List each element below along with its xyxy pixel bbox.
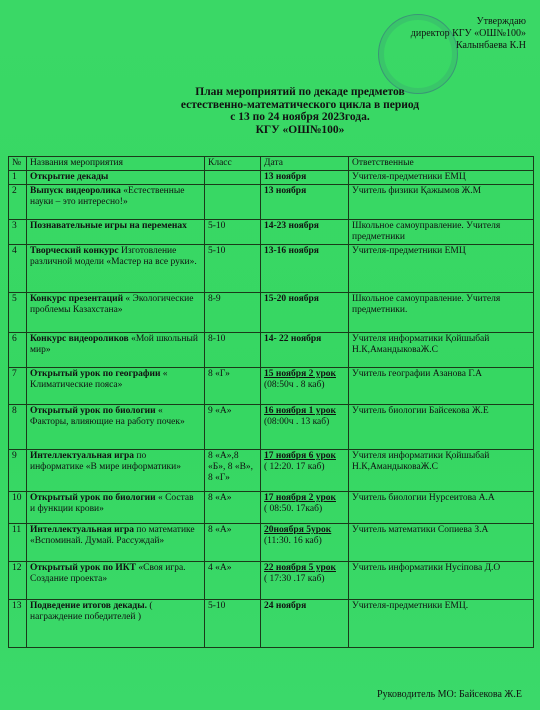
event-name-bold: Конкурс презентаций [30, 294, 124, 304]
row-class: 8 «А» [205, 492, 261, 524]
date-main: 13-16 ноября [264, 246, 319, 256]
event-name-bold: Открытый урок по биологии [30, 406, 156, 416]
table-row [9, 171, 534, 185]
row-class: 5-10 [205, 600, 261, 648]
row-event-name [27, 185, 205, 220]
event-name-bold: Открытый урок по биологии [30, 493, 156, 503]
event-name-detail: « Факторы, влияющие на работу почек» [30, 406, 185, 427]
date-detail: (11:30. 16 каб) [264, 536, 322, 546]
row-class: 4 «А» [205, 562, 261, 600]
row-class: 8-10 [205, 333, 261, 368]
event-name-bold: Познавательные игры на переменах [30, 221, 187, 231]
date-main: 16 ноября 1 урок [264, 406, 336, 416]
row-class: 8 «А» [205, 524, 261, 562]
approval-line-3: Калынбаева К.Н [455, 40, 526, 51]
row-responsible: Учителя-предметники ЕМЦ [349, 245, 534, 293]
row-event-name [27, 450, 205, 492]
date-detail: ( 17:30 .17 каб) [264, 574, 325, 584]
event-name-bold: Интеллектуальная игра [30, 451, 135, 461]
table-row [9, 405, 534, 450]
row-number: 4 [9, 245, 27, 293]
row-date [261, 492, 349, 524]
event-name-detail: ( награждение победителей ) [30, 601, 153, 622]
event-name-detail: «Естественные науки – это интересно!» [30, 186, 185, 207]
date-detail: (08:50ч . 8 каб) [264, 380, 325, 390]
row-responsible: Учитель географии Азанова Г.А [349, 368, 534, 405]
row-date [261, 245, 349, 293]
title-line-3: с 13 по 24 ноября 2023года. [230, 111, 370, 123]
date-detail: ( 08:50. 17каб) [264, 504, 323, 514]
event-name-bold: Подведение итогов декады. [30, 601, 148, 611]
table-row [9, 245, 534, 293]
row-responsible: Учитель физики Қажымов Ж.М [349, 185, 534, 220]
header-event-name: Названия мероприятия [27, 157, 205, 171]
event-name-bold: Творческий конкурс [30, 246, 119, 256]
header-date: Дата [261, 157, 349, 171]
row-number: 13 [9, 600, 27, 648]
row-number: 2 [9, 185, 27, 220]
row-number: 11 [9, 524, 27, 562]
table-row [9, 600, 534, 648]
date-main: 13 ноября [264, 172, 307, 182]
row-responsible: Школьное самоуправление. Учителя предметники. [349, 293, 534, 333]
event-name-detail: «Мой школьный мир» [30, 334, 198, 355]
row-class: 8 «А»,8 «Б», 8 «В», 8 «Г» [205, 450, 261, 492]
row-class: 8 «Г» [205, 368, 261, 405]
row-event-name [27, 562, 205, 600]
table-row [9, 368, 534, 405]
table-row [9, 293, 534, 333]
row-class: 5-10 [205, 245, 261, 293]
row-responsible: Учителя информатики Қойшыбай Н.К,АмандыковаЖ.С [349, 333, 534, 368]
row-event-name [27, 171, 205, 185]
row-responsible: Учителя информатики Қойшыбай Н.К,АмандыковаЖ.С [349, 450, 534, 492]
date-main: 14- 22 ноября [264, 334, 322, 344]
date-detail: ( 12:20. 17 каб) [264, 462, 325, 472]
document-title [150, 86, 450, 136]
date-main: 14-23 ноября [264, 221, 319, 231]
row-event-name [27, 524, 205, 562]
title-line-4: КГУ «ОШ№100» [255, 123, 345, 136]
row-number: 12 [9, 562, 27, 600]
event-name-bold: Открытый урок по ИКТ [30, 563, 137, 573]
date-main: 15 ноября 2 урок [264, 369, 336, 379]
row-responsible: Учитель информатики Нусіпова Д.О [349, 562, 534, 600]
event-name-bold: Интеллектуальная игра [30, 525, 135, 535]
row-responsible: Учитель биологии Нурсеитова А.А [349, 492, 534, 524]
event-name-bold: Открытый урок по географии [30, 369, 161, 379]
table-header-row [9, 157, 534, 171]
event-name-bold: Выпуск видеоролика [30, 186, 121, 196]
date-detail: (08:00ч . 13 каб) [264, 417, 330, 427]
row-event-name [27, 333, 205, 368]
row-event-name [27, 405, 205, 450]
row-class: 8-9 [205, 293, 261, 333]
row-class [205, 171, 261, 185]
row-date [261, 171, 349, 185]
row-date [261, 293, 349, 333]
event-name-bold: Конкурс видеороликов [30, 334, 129, 344]
row-number: 10 [9, 492, 27, 524]
row-class [205, 185, 261, 220]
event-name-bold: Открытие декады [30, 172, 109, 182]
table-row [9, 492, 534, 524]
event-name-detail: « Состав и функции крови» [30, 493, 194, 514]
table-row [9, 185, 534, 220]
event-name-detail: « Климатические пояса» [30, 369, 168, 390]
row-responsible: Учителя-предметники ЕМЦ [349, 171, 534, 185]
row-date [261, 600, 349, 648]
event-name-detail: по информатике «В мире информатики» [30, 451, 181, 472]
row-responsible: Школьное самоуправление. Учителя предметники [349, 220, 534, 245]
date-main: 13 ноября [264, 186, 307, 196]
event-name-detail: « Экологические проблемы Казахстана» [30, 294, 194, 315]
footer-signature: Руководитель МО: Байсекова Ж.Е [377, 689, 522, 700]
table-row [9, 220, 534, 245]
header-responsible: Ответственные [349, 157, 534, 171]
title-line-1: План мероприятий по декаде предметов [195, 86, 405, 98]
row-event-name [27, 368, 205, 405]
row-responsible: Учитель математики Сопиева З.А [349, 524, 534, 562]
row-number: 6 [9, 333, 27, 368]
approval-line-2: директор КГУ «ОШ№100» [410, 28, 526, 39]
header-number: № [9, 157, 27, 171]
row-date [261, 368, 349, 405]
row-responsible: Учителя-предметники ЕМЦ. [349, 600, 534, 648]
date-main: 15-20 ноября [264, 294, 319, 304]
row-responsible: Учитель биологии Байсекова Ж.Е [349, 405, 534, 450]
approval-line-1: Утверждаю [476, 16, 526, 27]
row-event-name [27, 220, 205, 245]
events-table [8, 156, 534, 648]
row-event-name [27, 492, 205, 524]
row-date [261, 450, 349, 492]
date-main: 20ноября 5урок [264, 525, 332, 535]
row-number: 3 [9, 220, 27, 245]
row-date [261, 562, 349, 600]
row-number: 7 [9, 368, 27, 405]
row-class: 9 «А» [205, 405, 261, 450]
table-row [9, 562, 534, 600]
approval-block [356, 16, 526, 52]
row-event-name [27, 600, 205, 648]
event-name-detail: по математике «Вспоминай. Думай. Рассуждай» [30, 525, 195, 546]
row-date [261, 524, 349, 562]
date-main: 17 ноября 2 урок [264, 493, 336, 503]
row-number: 5 [9, 293, 27, 333]
table-row [9, 333, 534, 368]
row-class: 5-10 [205, 220, 261, 245]
table-row [9, 450, 534, 492]
date-main: 22 ноября 5 урок [264, 563, 336, 573]
row-number: 8 [9, 405, 27, 450]
title-line-2: естественно-математического цикла в период [180, 98, 420, 111]
row-event-name [27, 293, 205, 333]
header-class: Класс [205, 157, 261, 171]
date-main: 24 ноября [264, 601, 307, 611]
row-date [261, 333, 349, 368]
date-main: 17 ноября 6 урок [264, 451, 336, 461]
row-number: 1 [9, 171, 27, 185]
table-row [9, 524, 534, 562]
row-date [261, 185, 349, 220]
row-event-name [27, 245, 205, 293]
row-date [261, 405, 349, 450]
row-number: 9 [9, 450, 27, 492]
event-name-detail: Изготовление различной модели «Мастер на все руки». [30, 246, 197, 267]
row-date [261, 220, 349, 245]
event-name-detail: «Своя игра. Создание проекта» [30, 563, 186, 584]
